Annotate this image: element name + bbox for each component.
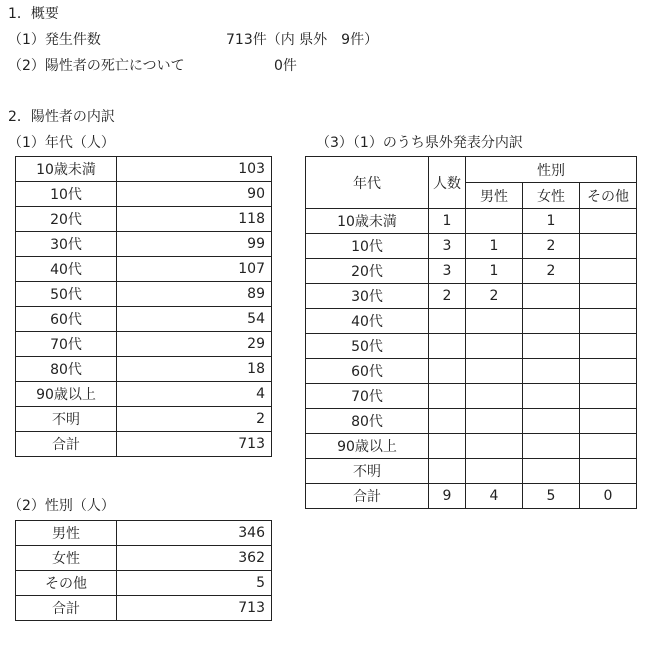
breakdown-heading: 2．陽性者の内訳 (8, 109, 115, 125)
outside-other-cell (580, 309, 637, 334)
age-count: 29 (117, 332, 272, 357)
outside-count-cell: 9 (429, 484, 466, 509)
outside-count-cell (429, 434, 466, 459)
table-row (306, 384, 637, 409)
outside-male-cell: 4 (466, 484, 523, 509)
outside-count-cell (429, 459, 466, 484)
outside-male-cell (466, 309, 523, 334)
sex-count: 713 (117, 596, 272, 621)
outside-other-cell (580, 284, 637, 309)
header-sex: 性別 (466, 157, 637, 183)
outside-age-cell: 不明 (306, 459, 429, 484)
outside-other-cell (580, 459, 637, 484)
age-count: 54 (117, 307, 272, 332)
age-label: 10代 (16, 182, 117, 207)
outside-male-cell: 1 (466, 259, 523, 284)
table-row (16, 546, 272, 571)
age-label: 90歳以上 (16, 382, 117, 407)
age-table (15, 156, 272, 457)
table-row (306, 459, 637, 484)
age-count: 89 (117, 282, 272, 307)
sex-table (15, 520, 272, 621)
table-row (306, 209, 637, 234)
outside-male-cell (466, 334, 523, 359)
outside-other-cell: 0 (580, 484, 637, 509)
header-female: 女性 (523, 183, 580, 209)
table-row (16, 332, 272, 357)
table-row (306, 359, 637, 384)
outside-age-cell: 20代 (306, 259, 429, 284)
deaths-value: 0件 (274, 58, 297, 74)
age-label: 60代 (16, 307, 117, 332)
outside-female-cell (523, 459, 580, 484)
outside-table-title: （3）（1）のうち県外発表分内訳 (316, 135, 523, 151)
outside-age-cell: 40代 (306, 309, 429, 334)
outside-count-cell (429, 334, 466, 359)
table-row (306, 259, 637, 284)
age-label: 不明 (16, 407, 117, 432)
outside-female-cell: 1 (523, 209, 580, 234)
outside-count-cell (429, 309, 466, 334)
table-row (16, 357, 272, 382)
age-count: 99 (117, 232, 272, 257)
header-count: 人数 (429, 157, 466, 209)
age-label: 30代 (16, 232, 117, 257)
table-row (306, 284, 637, 309)
outside-count-cell (429, 384, 466, 409)
table-row (16, 207, 272, 232)
header-male: 男性 (466, 183, 523, 209)
outside-count-cell: 2 (429, 284, 466, 309)
age-count: 713 (117, 432, 272, 457)
outside-male-cell: 2 (466, 284, 523, 309)
outside-age-cell: 10歳未満 (306, 209, 429, 234)
outside-age-cell: 10代 (306, 234, 429, 259)
outside-female-cell: 5 (523, 484, 580, 509)
sex-label: その他 (16, 571, 117, 596)
table-row (16, 182, 272, 207)
outside-male-cell: 1 (466, 234, 523, 259)
deaths-label: （2）陽性者の死亡について (8, 58, 185, 74)
outside-age-cell: 50代 (306, 334, 429, 359)
header-other: その他 (580, 183, 637, 209)
outside-male-cell (466, 459, 523, 484)
outside-age-cell: 80代 (306, 409, 429, 434)
cases-label: （1）発生件数 (8, 32, 101, 48)
outside-female-cell: 2 (523, 234, 580, 259)
outside-age-cell: 90歳以上 (306, 434, 429, 459)
sex-label: 女性 (16, 546, 117, 571)
sex-count: 5 (117, 571, 272, 596)
outside-other-cell (580, 209, 637, 234)
outside-female-cell (523, 334, 580, 359)
overview-heading: 1．概要 (8, 6, 59, 22)
outside-age-cell: 70代 (306, 384, 429, 409)
sex-table-title: （2）性別（人） (8, 498, 115, 514)
table-row (306, 409, 637, 434)
outside-female-cell (523, 309, 580, 334)
age-count: 4 (117, 382, 272, 407)
outside-prefecture-table (305, 156, 637, 509)
outside-count-cell (429, 409, 466, 434)
outside-female-cell: 2 (523, 259, 580, 284)
outside-age-cell: 30代 (306, 284, 429, 309)
outside-other-cell (580, 409, 637, 434)
outside-female-cell (523, 434, 580, 459)
outside-male-cell (466, 209, 523, 234)
age-count: 18 (117, 357, 272, 382)
table-row (16, 521, 272, 546)
age-label: 40代 (16, 257, 117, 282)
table-row (16, 571, 272, 596)
cases-value: 713件（内 県外 9件） (226, 32, 379, 48)
table-row (16, 257, 272, 282)
age-table-title: （1）年代（人） (8, 135, 115, 151)
outside-other-cell (580, 334, 637, 359)
table-row (16, 307, 272, 332)
outside-age-cell: 60代 (306, 359, 429, 384)
age-label: 80代 (16, 357, 117, 382)
outside-other-cell (580, 384, 637, 409)
outside-count-cell: 3 (429, 259, 466, 284)
table-row (16, 232, 272, 257)
table-row (16, 596, 272, 621)
table-row (16, 282, 272, 307)
outside-male-cell (466, 434, 523, 459)
age-label: 20代 (16, 207, 117, 232)
outside-female-cell (523, 359, 580, 384)
outside-male-cell (466, 359, 523, 384)
table-row (16, 382, 272, 407)
outside-other-cell (580, 359, 637, 384)
table-row (16, 407, 272, 432)
outside-other-cell (580, 234, 637, 259)
table-row (306, 434, 637, 459)
table-row (306, 309, 637, 334)
table-row (306, 484, 637, 509)
age-label: 10歳未満 (16, 157, 117, 182)
age-label: 合計 (16, 432, 117, 457)
age-count: 90 (117, 182, 272, 207)
table-row (16, 157, 272, 182)
outside-other-cell (580, 259, 637, 284)
age-label: 70代 (16, 332, 117, 357)
outside-male-cell (466, 409, 523, 434)
outside-count-cell (429, 359, 466, 384)
outside-female-cell (523, 284, 580, 309)
age-count: 2 (117, 407, 272, 432)
sex-count: 362 (117, 546, 272, 571)
age-label: 50代 (16, 282, 117, 307)
sex-label: 合計 (16, 596, 117, 621)
sex-label: 男性 (16, 521, 117, 546)
table-row (16, 432, 272, 457)
outside-count-cell: 3 (429, 234, 466, 259)
outside-female-cell (523, 409, 580, 434)
header-age: 年代 (306, 157, 429, 209)
outside-age-cell: 合計 (306, 484, 429, 509)
age-count: 103 (117, 157, 272, 182)
age-count: 118 (117, 207, 272, 232)
table-row (306, 234, 637, 259)
table-row (306, 334, 637, 359)
outside-count-cell: 1 (429, 209, 466, 234)
sex-count: 346 (117, 521, 272, 546)
outside-female-cell (523, 384, 580, 409)
outside-other-cell (580, 434, 637, 459)
age-count: 107 (117, 257, 272, 282)
outside-male-cell (466, 384, 523, 409)
